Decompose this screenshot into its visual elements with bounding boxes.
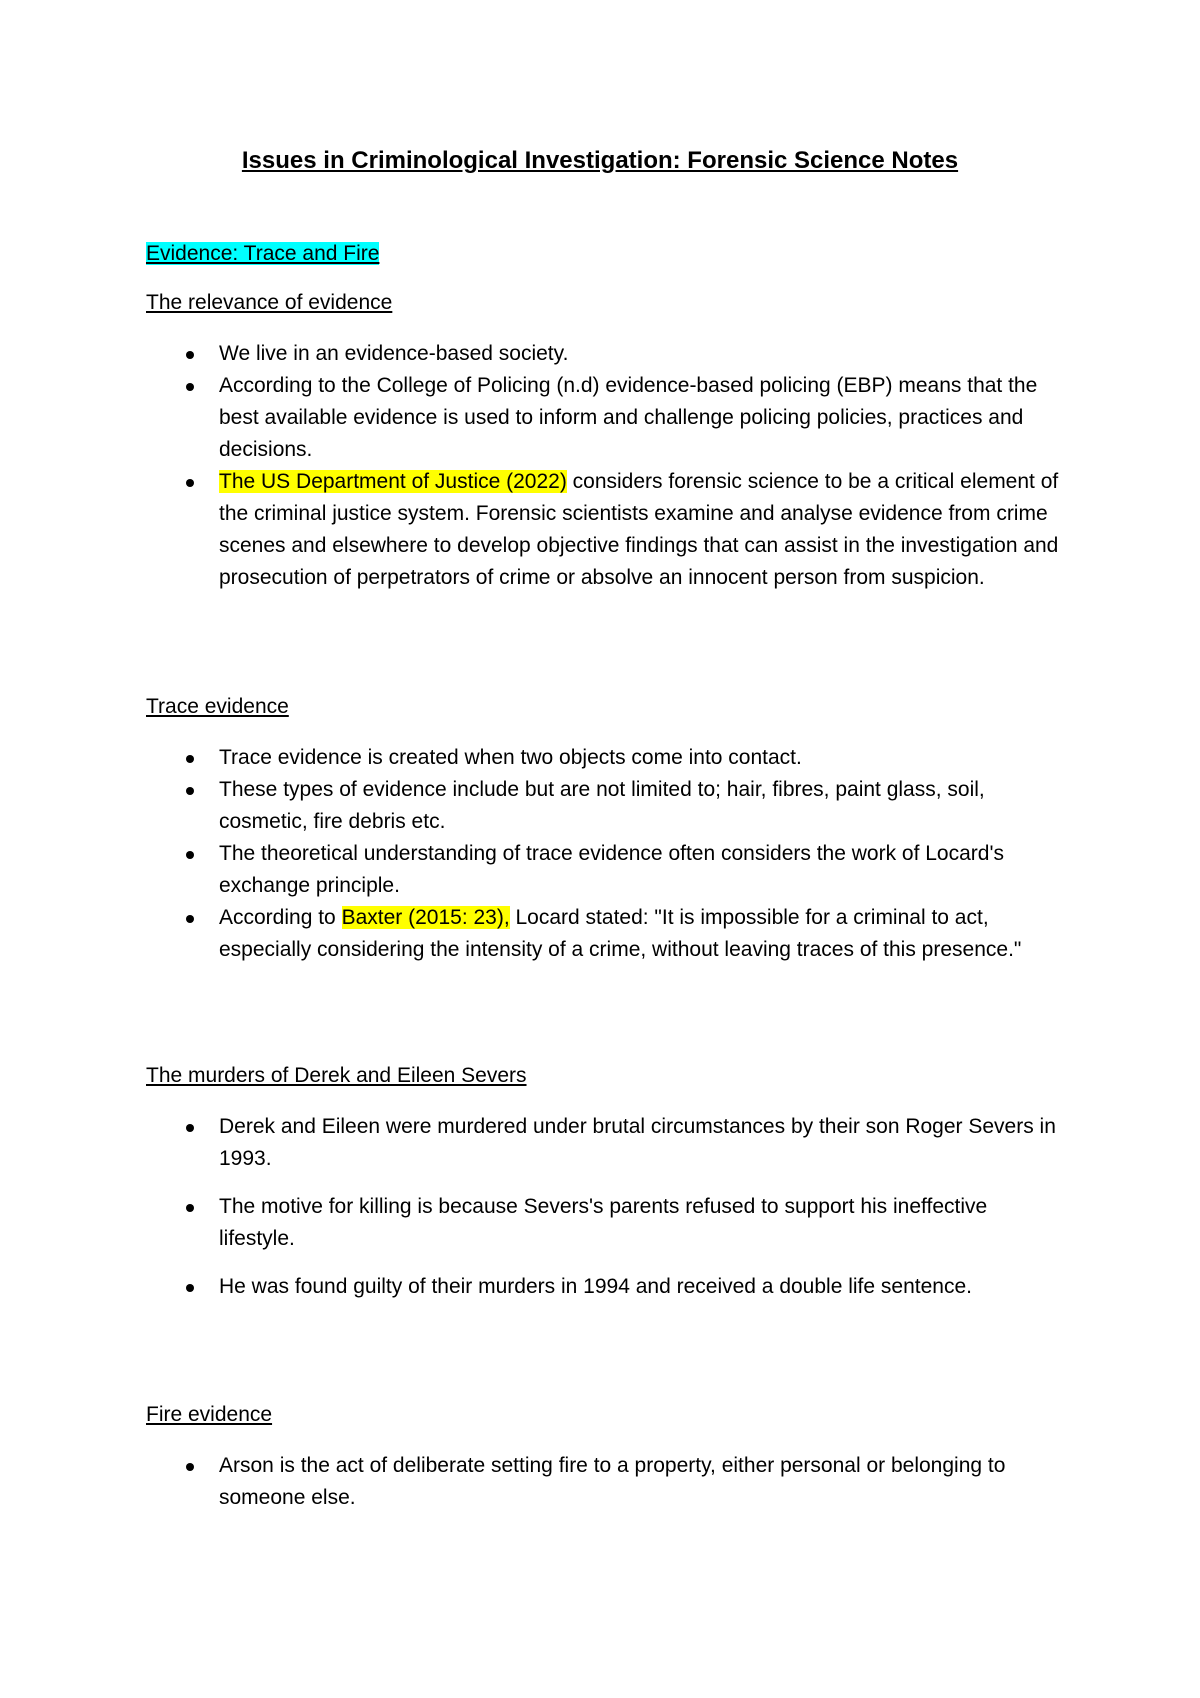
list-item — [146, 838, 1066, 902]
trace-heading: Trace evidence — [146, 695, 289, 718]
list-item-text: considers forensic science to be a critical element of the criminal justice system. Forensic scientists examine and analyse evidence from crime scenes and elsewhere to develop objective findings that can assist in the investigation and prosecution of perpetrators of crime or absolve an innocent person from suspicion. — [219, 470, 1059, 589]
list-item-text: Derek and Eileen were murdered under brutal circumstances by their son Roger Severs in 1993. — [219, 1115, 1056, 1170]
relevance-list — [146, 338, 1066, 594]
bullet-icon — [186, 787, 194, 795]
section-heading — [146, 240, 379, 268]
list-item — [146, 774, 1066, 838]
relevance-heading: The relevance of evidence — [146, 291, 393, 314]
citation-highlight: Baxter (2015: 23), — [341, 906, 510, 929]
document-title: Issues in Criminological Investigation: Forensic Science Notes — [241, 147, 959, 174]
list-item-text: According to the College of Policing (n.d) evidence-based policing (EBP) means that the best available evidence is used to inform and challenge policing policies, practices and decisions. — [219, 374, 1038, 461]
list-item-text: He was found guilty of their murders in 1994 and received a double life sentence. — [219, 1275, 972, 1298]
list-item — [146, 338, 1066, 370]
section-heading-highlight: Evidence: Trace and Fire — [146, 242, 380, 265]
list-item — [146, 370, 1066, 466]
list-item — [146, 1271, 1066, 1303]
list-item-text: We live in an evidence-based society. — [219, 342, 569, 365]
fire-heading: Fire evidence — [146, 1403, 273, 1426]
list-item — [146, 742, 1066, 774]
list-item — [146, 1450, 1066, 1514]
list-item-text: The motive for killing is because Severs's parents refused to support his ineffective lifestyle. — [219, 1195, 988, 1250]
bullet-icon — [186, 1463, 194, 1471]
trace-list — [146, 742, 1066, 966]
list-item-text: Locard stated: "It is impossible for a criminal to act, especially considering the intensity of a crime, without leaving traces of this presence." — [219, 906, 1022, 961]
list-item-text: Trace evidence is created when two objects come into contact. — [219, 746, 802, 769]
list-item — [146, 466, 1066, 594]
list-item-text: These types of evidence include but are not limited to; hair, fibres, paint glass, soil, cosmetic, fire debris etc. — [219, 778, 985, 833]
bullet-icon — [186, 851, 194, 859]
severs-heading: The murders of Derek and Eileen Severs — [146, 1064, 527, 1087]
bullet-icon — [186, 351, 194, 359]
list-item-text: According to — [219, 906, 342, 929]
severs-list — [146, 1111, 1066, 1319]
fire-list — [146, 1450, 1066, 1514]
bullet-icon — [186, 1124, 194, 1132]
citation-highlight: The US Department of Justice (2022) — [219, 470, 567, 493]
bullet-icon — [186, 1284, 194, 1292]
bullet-icon — [186, 755, 194, 763]
bullet-icon — [186, 1204, 194, 1212]
list-item — [146, 902, 1066, 966]
list-item — [146, 1111, 1066, 1175]
list-item — [146, 1191, 1066, 1255]
list-item-text: The theoretical understanding of trace evidence often considers the work of Locard's exchange principle. — [219, 842, 1004, 897]
bullet-icon — [186, 383, 194, 391]
bullet-icon — [186, 479, 194, 487]
bullet-icon — [186, 915, 194, 923]
list-item-text: Arson is the act of deliberate setting fire to a property, either personal or belonging to someone else. — [219, 1454, 1006, 1509]
